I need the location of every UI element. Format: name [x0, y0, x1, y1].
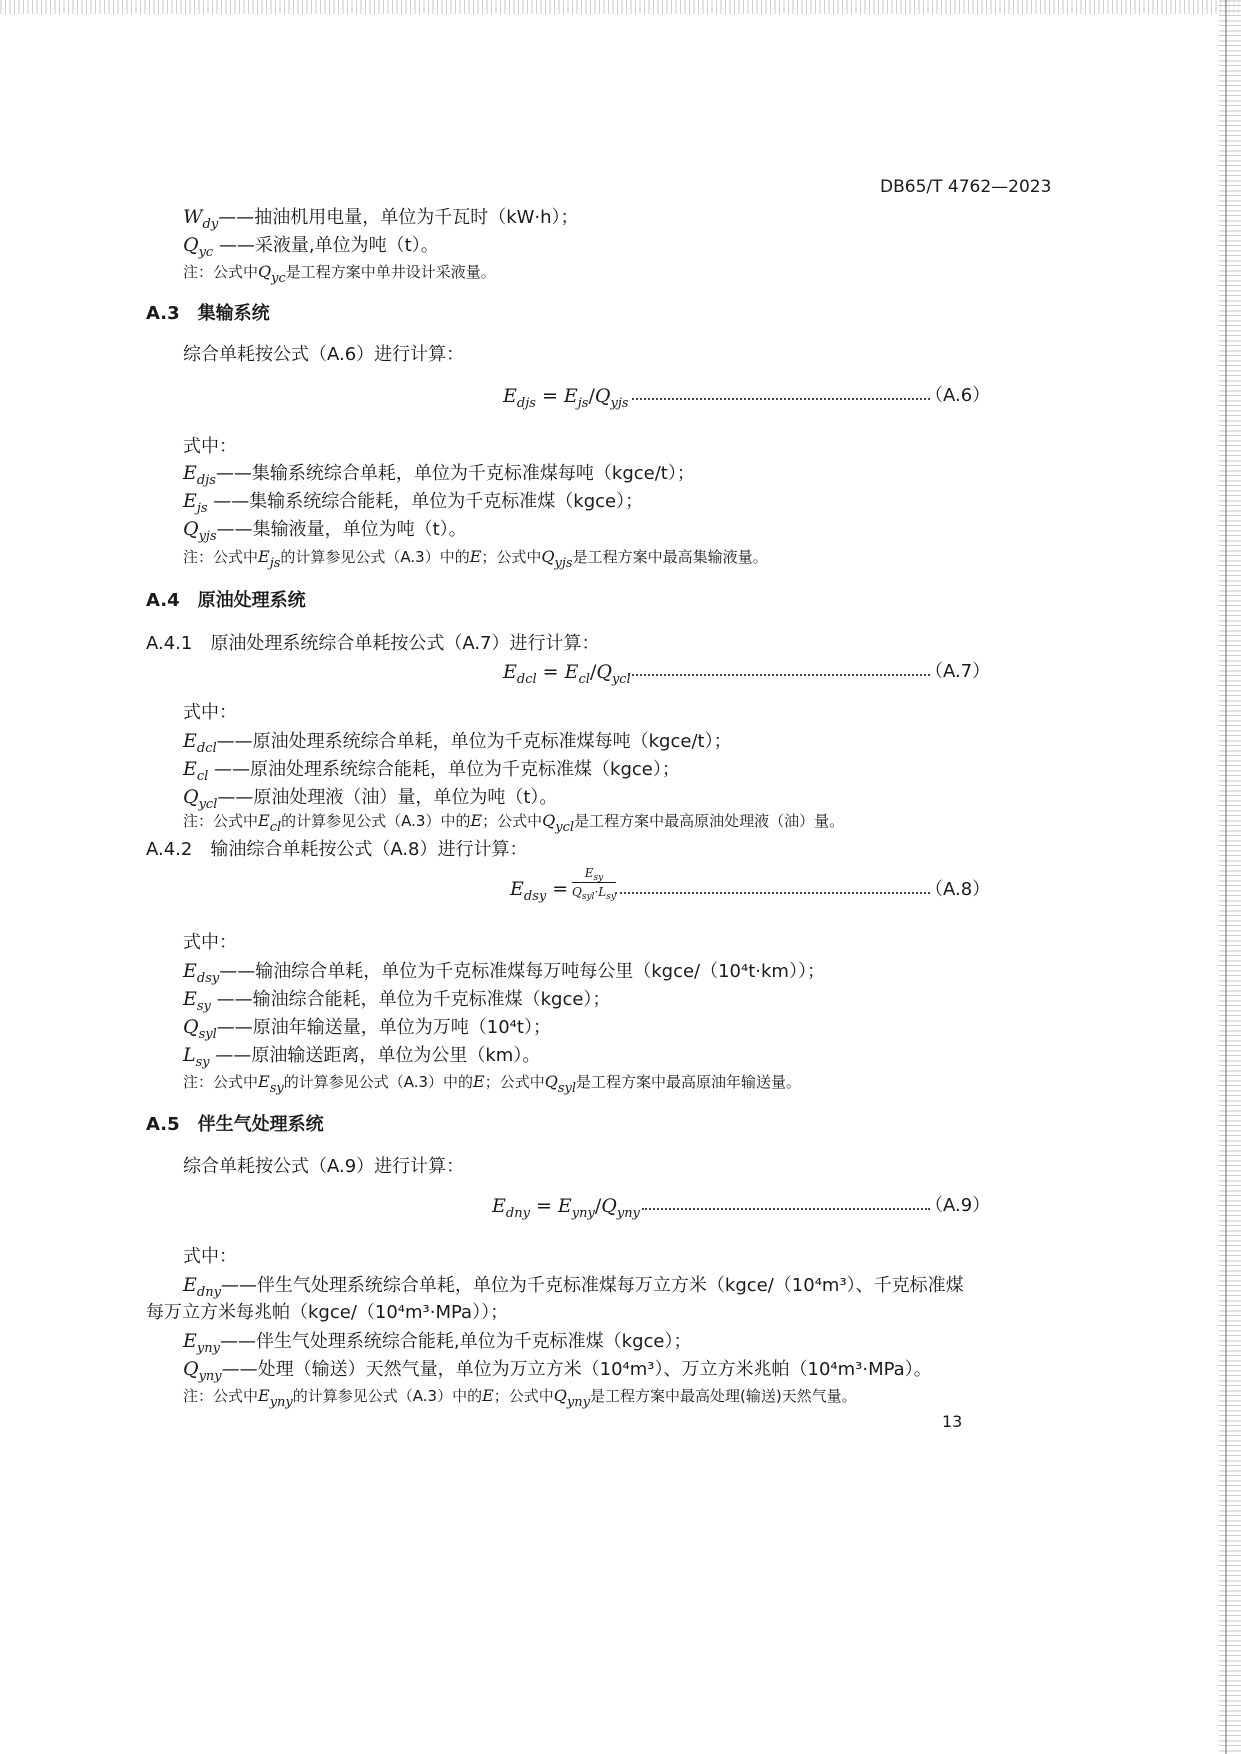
definition-e-djs: $E_{djs}——$集输系统综合单耗，单位为千克标准煤每吨（kgce/t）； — [183, 462, 695, 488]
definition-e-dny: $E_{dny}——$伴生气处理系统综合单耗，单位为千克标准煤每万立方米（kgce/（10⁴m³）、千克标准煤 — [183, 1274, 964, 1300]
definition-l-sy: $L_{sy}$ ——原油输送距离，单位为公里（km）。 — [183, 1044, 541, 1070]
a5-intro: 综合单耗按公式（A.9）进行计算： — [183, 1156, 465, 1177]
definition-e-sy: $E_{sy}$ ——输油综合能耗，单位为千克标准煤（kgce）； — [183, 988, 611, 1014]
formula-a8-fraction — [572, 866, 616, 902]
definition-q-yny: $Q_{yny}——$处理（输送）天然气量，单位为万立方米（10⁴m³）、万立方米兆帕（10⁴m³·MPa）。 — [183, 1358, 932, 1384]
formula-a9: $E_{dny} = E_{yny}/Q_{yny}$ — [492, 1195, 640, 1221]
equation-number-a6: （A.6） — [925, 385, 991, 406]
where-label: 式中： — [183, 932, 237, 953]
where-label: 式中： — [183, 436, 237, 457]
equation-number-a7: （A.7） — [925, 661, 991, 682]
equation-number-a8: （A.8） — [925, 879, 991, 900]
formula-a8-lhs: $E_{dsy}$ = — [510, 878, 569, 904]
definition-e-dny-continued: 每万立方米每兆帕（kgce/（10⁴m³·MPa））； — [146, 1302, 509, 1323]
variable-symbol: $W_{dy}$ — [183, 206, 219, 232]
a41-text: A.4.1 原油处理系统综合单耗按公式（A.7）进行计算： — [146, 633, 600, 654]
definition-q-syl: $Q_{syl}——$原油年输送量，单位为万吨（10⁴t）； — [183, 1016, 551, 1042]
section-heading-a3: A.3 集输系统 — [146, 303, 270, 324]
variable-symbol: $Q_{yc}$ — [183, 234, 214, 260]
where-label: 式中： — [183, 1246, 237, 1267]
scan-noise-right — [1219, 0, 1241, 1754]
note-a41: 注：公式中$E_{cl}$的计算参见公式（A.3）中的E；公式中$Q_{ycl}$是工程方案中最高原油处理液（油）量。 — [183, 811, 845, 835]
section-heading-a5: A.5 伴生气处理系统 — [146, 1114, 324, 1135]
fraction-denominator: $Q_{syl}\cdot L_{sy}$ — [572, 885, 616, 902]
formula-a6: $E_{djs} = E_{js}/Q_{yjs}$ — [503, 385, 629, 411]
definition-w-dy — [183, 205, 579, 230]
doc-code-header: DB65/T 4762—2023 — [880, 177, 1052, 197]
definition-q-yc — [183, 233, 439, 258]
a3-intro: 综合单耗按公式（A.6）进行计算： — [183, 344, 465, 365]
definition-q-ycl: $Q_{ycl}——$原油处理液（油）量，单位为吨（t）。 — [183, 786, 558, 812]
leader-dots — [615, 892, 930, 894]
leader-dots — [642, 1208, 930, 1210]
definition-q-yjs: $Q_{yjs}——$集输液量，单位为吨（t）。 — [183, 518, 467, 544]
where-label: 式中： — [183, 702, 237, 723]
definition-text: ——抽油机用电量，单位为千瓦时（kW·h）； — [218, 207, 579, 228]
equation-number-a9: （A.9） — [925, 1195, 991, 1216]
note-a42: 注：公式中$E_{sy}$的计算参见公式（A.3）中的E；公式中$Q_{syl}$是工程方案中最高原油年输送量。 — [183, 1072, 802, 1096]
scan-edge-line — [1225, 0, 1227, 1754]
note-a3: 注：公式中$E_{js}$的计算参见公式（A.3）中的E；公式中$Q_{yjs}$是工程方案中最高集输液量。 — [183, 547, 768, 571]
note-a5: 注：公式中$E_{yny}$的计算参见公式（A.3）中的E；公式中$Q_{yny}$是工程方案中最高处理(输送)天然气量。 — [183, 1386, 857, 1410]
definition-text: ——采液量,单位为吨（t）。 — [213, 235, 439, 256]
definition-e-cl: $E_{cl}$ ——原油处理系统综合能耗，单位为千克标准煤（kgce）； — [183, 758, 680, 784]
leader-dots — [628, 674, 930, 676]
definition-e-dcl: $E_{dcl}——$原油处理系统综合单耗，单位为千克标准煤每吨（kgce/t）； — [183, 730, 732, 756]
definition-e-yny: $E_{yny}——$伴生气处理系统综合能耗,单位为千克标准煤（kgce）； — [183, 1330, 692, 1356]
leader-dots — [632, 398, 930, 400]
page-number: 13 — [942, 1412, 963, 1431]
fraction-numerator: $E_{sy}$ — [572, 866, 616, 883]
a42-text: A.4.2 输油综合单耗按公式（A.8）进行计算： — [146, 839, 528, 860]
definition-e-dsy: $E_{dsy}——$输油综合单耗，单位为千克标准煤每万吨每公里（kgce/（10⁴t·km））； — [183, 960, 825, 986]
formula-a7: $E_{dcl} = E_{cl}/Q_{ycl}$ — [503, 661, 631, 687]
section-heading-a4: A.4 原油处理系统 — [146, 590, 306, 611]
note-top: 注：公式中$Q_{yc}$是工程方案中单井设计采液量。 — [183, 262, 496, 286]
definition-e-js: $E_{js}$ ——集输系统综合能耗，单位为千克标准煤（kgce）； — [183, 490, 644, 516]
scan-noise-top — [0, 0, 1241, 14]
